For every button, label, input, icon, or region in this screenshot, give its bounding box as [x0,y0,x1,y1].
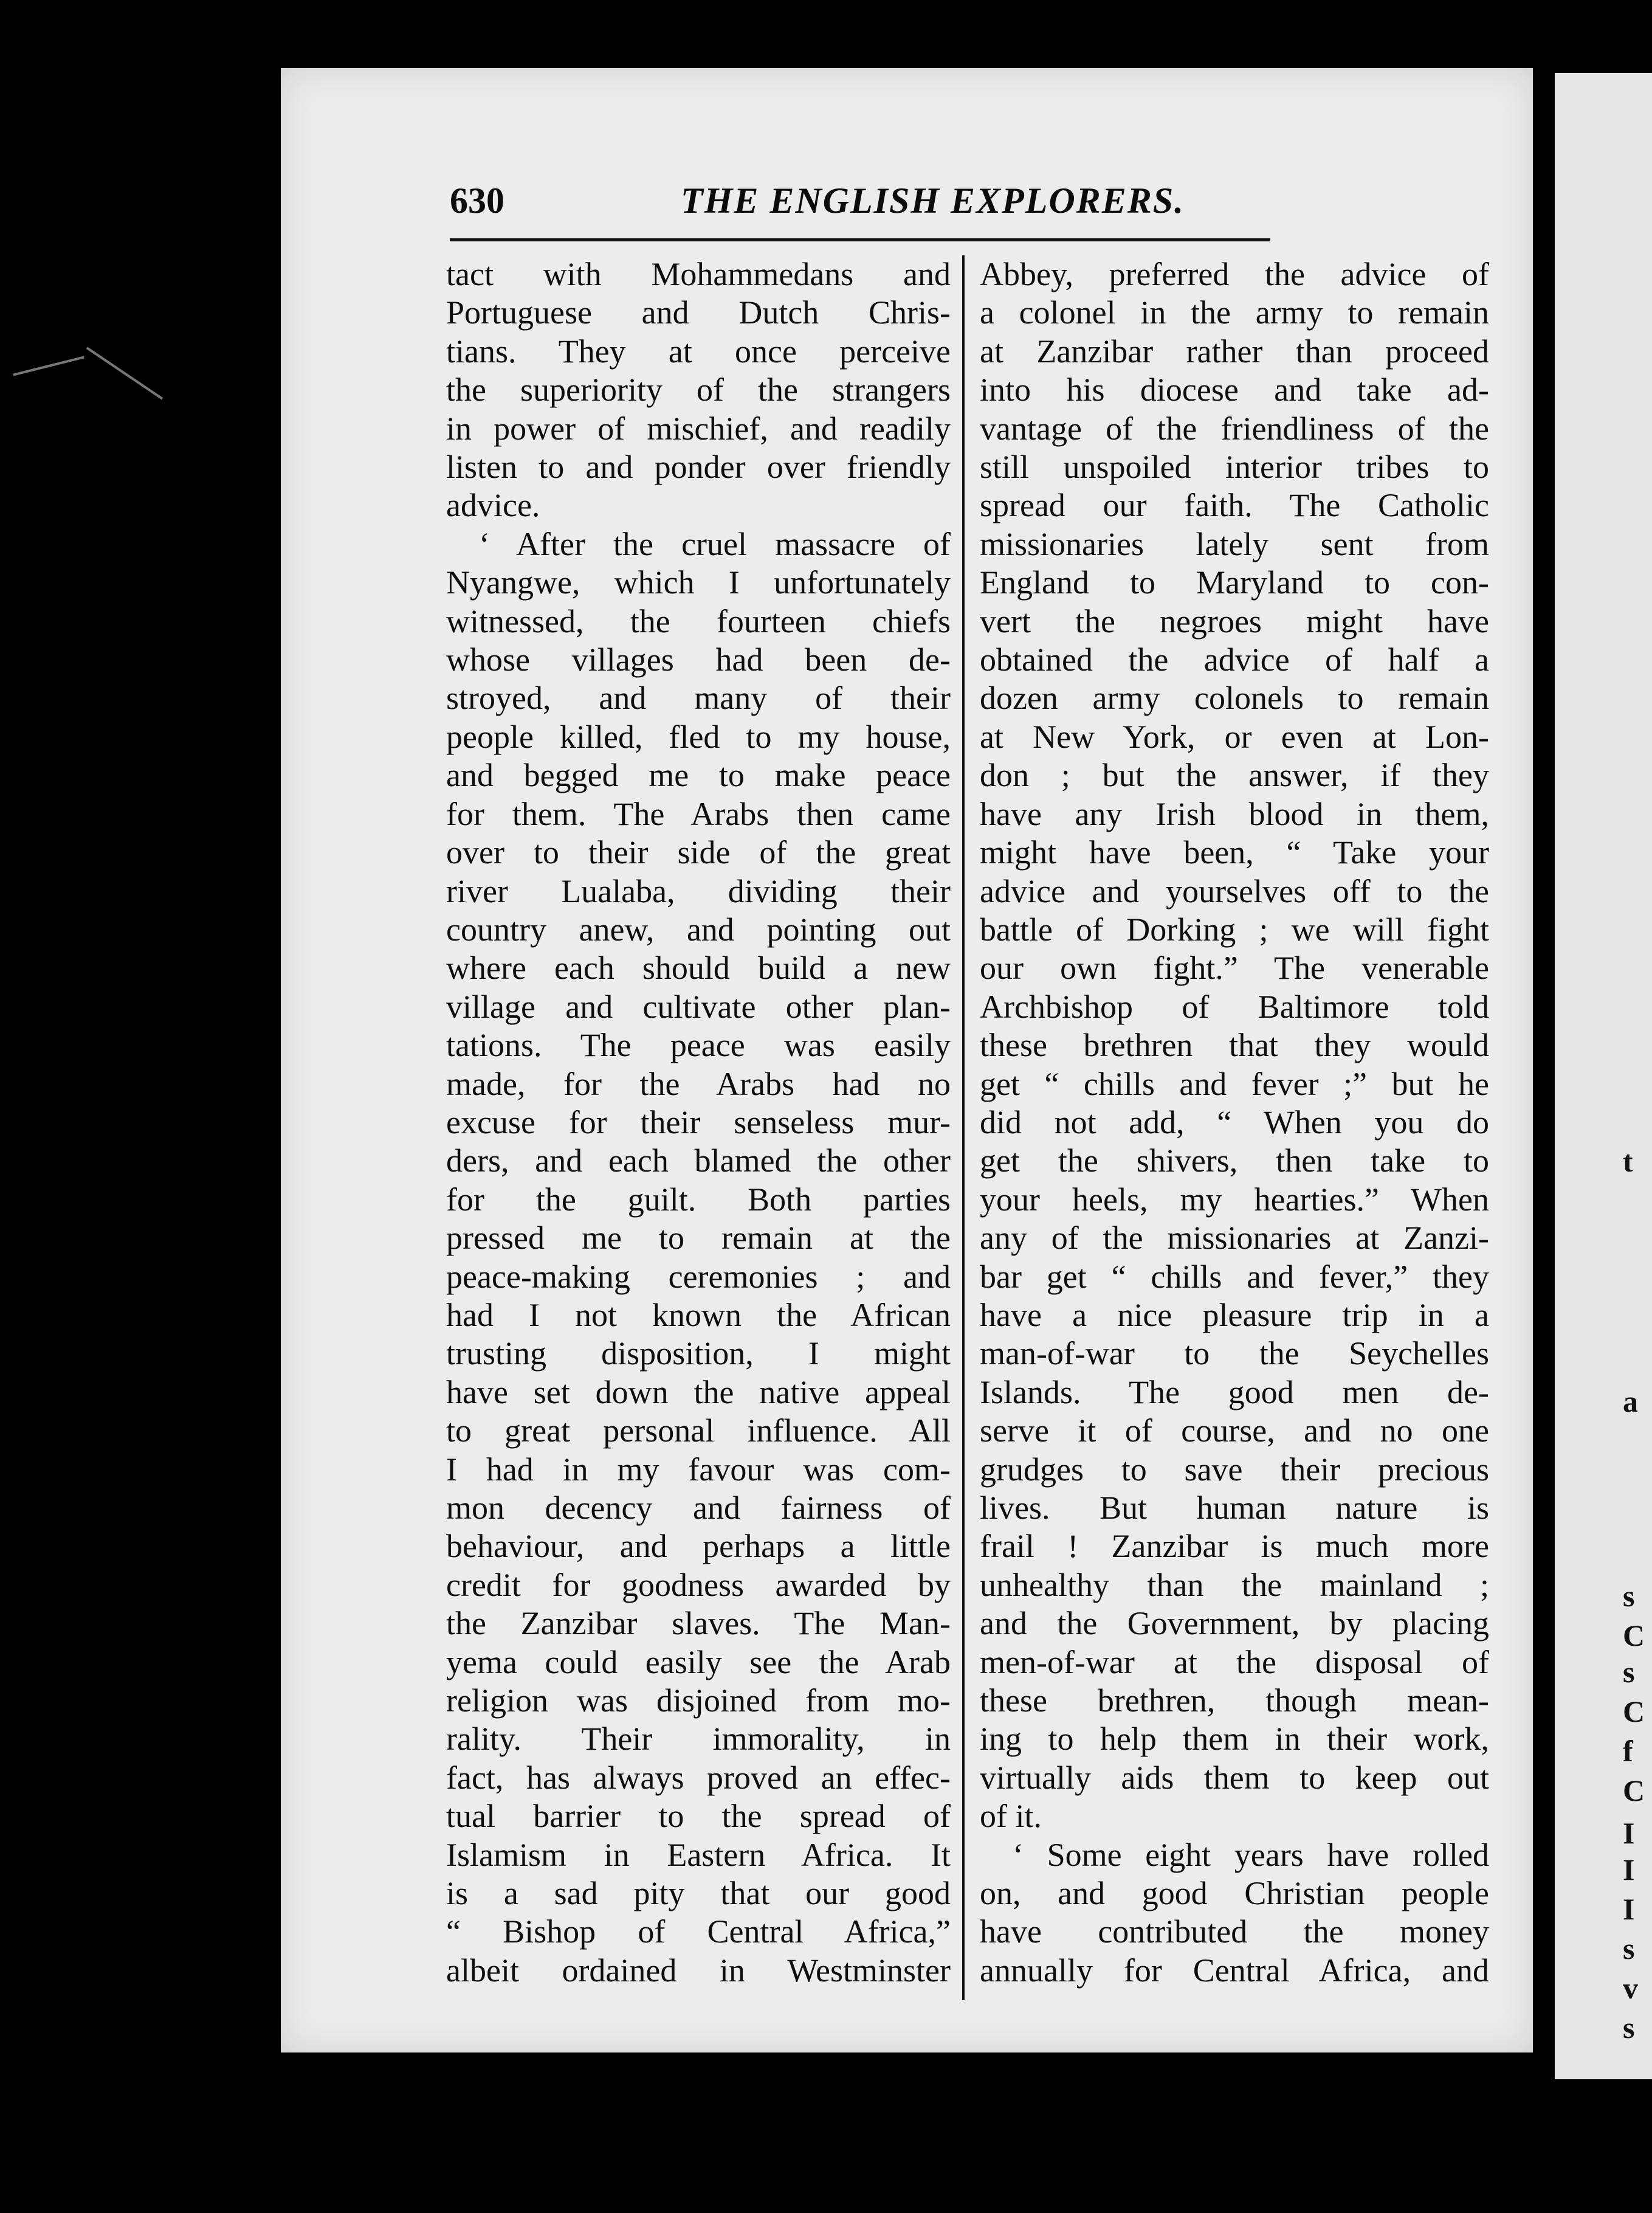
edge-letter: C [1623,1618,1645,1652]
text-line: don ; but the answer, if they [980,757,1489,794]
text-line: albeit ordained in Westminster [446,1952,951,1989]
edge-letter: C [1623,1694,1645,1728]
text-line: people killed, fled to my house, [446,718,951,755]
text-line: on, and good Christian people [980,1875,1489,1912]
text-line: of it. [980,1798,1042,1835]
text-line: at Zanzibar rather than proceed [980,333,1489,370]
text-line: tact with Mohammedans and [446,256,951,292]
text-line: annually for Central Africa, and [980,1952,1489,1989]
text-line: might have been, “ Take your [980,834,1489,871]
text-line: vantage of the friendliness of the [980,410,1489,447]
text-line: excuse for their senseless mur- [446,1103,951,1141]
text-line: Islands. The good men de- [980,1373,1489,1410]
text-line: have set down the native appeal [446,1373,951,1410]
text-line: tual barrier to the spread of [446,1798,951,1835]
text-line: England to Maryland to con- [980,564,1489,601]
text-line: ‘ Some eight years have rolled [1013,1836,1489,1873]
text-line: Archbishop of Baltimore told [980,988,1489,1025]
edge-letter: s [1623,1932,1635,1966]
text-line: virtually aids them to keep out [980,1759,1489,1796]
text-line: have contributed the money [980,1913,1489,1950]
text-line: the Zanzibar slaves. The Man- [446,1605,951,1642]
text-line: battle of Dorking ; we will fight [980,911,1489,948]
scan-artifact-line [86,347,163,399]
text-line: tations. The peace was easily [446,1027,951,1064]
text-line: in power of mischief, and readily [446,410,951,447]
text-line: a colonel in the army to remain [980,294,1489,331]
text-line: over to their side of the great [446,834,951,871]
edge-letter: s [1623,2011,1635,2045]
right-text-column [980,255,1489,1990]
text-line: spread our faith. The Catholic [980,487,1489,524]
text-line: dozen army colonels to remain [980,680,1489,717]
page-number: 630 [450,181,504,221]
text-line: Nyangwe, which I unfortunately [446,564,951,601]
text-line: advice. [446,487,540,524]
text-line: listen to and ponder over friendly [446,449,951,486]
edge-letter: f [1623,1734,1633,1768]
text-line: Portuguese and Dutch Chris- [446,294,951,331]
page-header [450,176,1270,237]
text-line: religion was disjoined from mo- [446,1682,951,1719]
text-line: is a sad pity that our good [446,1875,951,1912]
text-line: get “ chills and fever ;” but he [980,1065,1489,1102]
text-line: pressed me to remain at the [446,1220,951,1257]
column-divider [962,255,965,2000]
text-line: for them. The Arabs then came [446,795,951,832]
text-line: the superiority of the strangers [446,371,951,409]
scan-artifact-line [13,356,84,376]
text-line: mon decency and fairness of [446,1490,951,1526]
text-line: still unspoiled interior tribes to [980,449,1489,486]
text-line: for the guilt. Both parties [446,1181,951,1218]
text-line: lives. But human nature is [980,1490,1489,1526]
text-line: vert the negroes might have [980,602,1489,640]
text-line: man-of-war to the Seychelles [980,1335,1489,1372]
text-line: country anew, and pointing out [446,911,951,948]
text-line: missionaries lately sent from [980,525,1489,562]
text-line: serve it of course, and no one [980,1412,1489,1449]
text-line: Abbey, preferred the advice of [980,256,1489,292]
text-line: to great personal influence. All [446,1412,951,1449]
text-line: where each should build a new [446,950,951,987]
text-line: any of the missionaries at Zanzi- [980,1220,1489,1257]
text-line: trusting disposition, I might [446,1335,951,1372]
text-line: Islamism in Eastern Africa. It [446,1836,951,1873]
text-line: “ Bishop of Central Africa,” [446,1913,951,1950]
text-line: had I not known the African [446,1296,951,1333]
text-line: get the shivers, then take to [980,1142,1489,1179]
text-line: at New York, or even at Lon- [980,718,1489,755]
text-line: witnessed, the fourteen chiefs [446,602,951,640]
text-line: advice and yourselves off to the [980,872,1489,910]
text-line: your heels, my hearties.” When [980,1181,1489,1218]
edge-letter: s [1623,1655,1635,1689]
text-line: have any Irish blood in them, [980,795,1489,832]
text-line: have a nice pleasure trip in a [980,1296,1489,1333]
text-line: tians. They at once perceive [446,333,951,370]
edge-letter: v [1623,1971,1638,2005]
text-line: credit for goodness awarded by [446,1566,951,1603]
text-line: ing to help them in their work, [980,1721,1489,1758]
text-line: obtained the advice of half a [980,641,1489,678]
text-line: these brethren, though mean- [980,1682,1489,1719]
edge-letter: I [1623,1816,1635,1850]
text-line: our own fight.” The venerable [980,950,1489,987]
text-line: fact, has always proved an effec- [446,1759,951,1796]
text-line: did not add, “ When you do [980,1103,1489,1141]
edge-letter: t [1623,1144,1633,1178]
text-line: rality. Their immorality, in [446,1721,951,1758]
text-line: village and cultivate other plan- [446,988,951,1025]
text-line: stroyed, and many of their [446,680,951,717]
text-line: river Lualaba, dividing their [446,872,951,910]
text-line: these brethren that they would [980,1027,1489,1064]
text-line: ders, and each blamed the other [446,1142,951,1179]
edge-letter: C [1623,1773,1645,1807]
edge-letter: I [1623,1892,1635,1926]
text-line: grudges to save their precious [980,1451,1489,1488]
text-line: unhealthy than the mainland ; [980,1566,1489,1603]
running-title: THE ENGLISH EXPLORERS. [681,181,1185,221]
edge-letter: a [1623,1384,1638,1418]
edge-letter: I [1623,1852,1635,1887]
text-line: made, for the Arabs had no [446,1065,951,1102]
text-line: into his diocese and take ad- [980,371,1489,409]
next-page-edge [1555,73,1652,2079]
text-line: peace-making ceremonies ; and [446,1258,951,1295]
text-line: ‘ After the cruel massacre of [479,525,951,562]
text-line: men-of-war at the disposal of [980,1643,1489,1680]
edge-letter: s [1623,1579,1635,1613]
text-line: whose villages had been de- [446,641,951,678]
left-text-column [446,255,951,1990]
text-line: and the Government, by placing [980,1605,1489,1642]
text-line: frail ! Zanzibar is much more [980,1528,1489,1565]
text-line: behaviour, and perhaps a little [446,1528,951,1565]
text-line: yema could easily see the Arab [446,1643,951,1680]
text-line: and begged me to make peace [446,757,951,794]
text-line: I had in my favour was com- [446,1451,951,1488]
header-rule [450,238,1270,241]
text-line: bar get “ chills and fever,” they [980,1258,1489,1295]
